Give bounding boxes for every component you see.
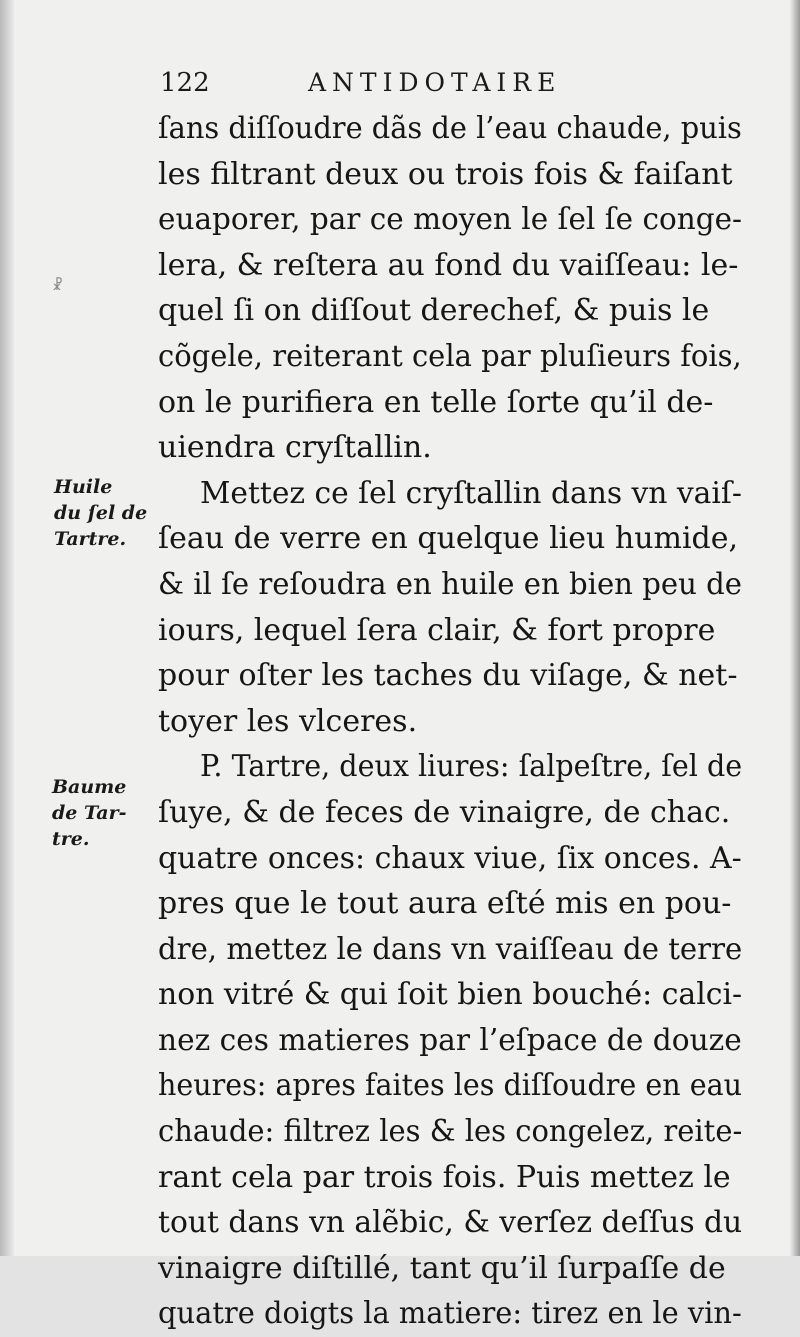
body-text	[158, 106, 743, 1332]
margin-note-line: Baume	[52, 776, 127, 798]
text-line: pres que le tout aura eſté mis en pou-	[158, 886, 732, 922]
page-header	[160, 68, 740, 108]
text-line: P. Tartre, deux liures: ſalpeſtre, ſel de	[200, 749, 743, 785]
margin-note-line: Huile	[54, 476, 113, 498]
running-title: ANTIDOTAIRE	[308, 68, 562, 97]
text-line: quatre doigts la matiere: tirez en le vin-	[158, 1296, 742, 1332]
text-line: Mettez ce ſel cryſtallin dans vn vaiſ-	[200, 475, 742, 511]
text-line: les filtrant deux ou trois fois & faiſant	[158, 156, 733, 192]
text-line: quatre onces: chaux viue, ſix onces. A-	[158, 840, 742, 876]
text-line: heures: apres faites les diſſoudre en eau	[158, 1068, 742, 1104]
text-line: nez ces matieres par l’eſpace de douze	[158, 1022, 742, 1058]
text-line: euaporer, par ce moyen le ſel ſe conge-	[158, 202, 743, 238]
margin-note-line: du ſel de	[54, 502, 148, 524]
text-line: lera, & reſtera au fond du vaiſſeau: le-	[158, 247, 739, 283]
text-line: & il ſe reſoudra en huile en bien peu de	[158, 566, 742, 602]
text-line: cõgele, reiterant cela par pluſieurs fois,	[158, 338, 742, 374]
margin-note-line: Tartre.	[54, 528, 127, 550]
text-line: non vitré & qui ſoit bien bouché: calci-	[158, 977, 743, 1013]
text-line: ſeau de verre en quelque lieu humide,	[158, 521, 739, 557]
text-line: toyer les vlceres.	[158, 703, 418, 739]
text-line: dre, mettez le dans vn vaiſſeau de terre	[158, 931, 743, 967]
page-number: 122	[160, 68, 210, 98]
text-line: quel ſi on diſſout derechef, & puis le	[158, 293, 710, 329]
text-line: uiendra cryſtallin.	[158, 430, 432, 466]
text-line: vinaigre diſtillé, tant qu’il ſurpaſſe de	[158, 1250, 726, 1286]
text-line: tout dans vn alẽbic, & verſez deſſus du	[158, 1205, 743, 1241]
margin-note-baume	[52, 774, 162, 852]
text-line: ſans diſſoudre dãs de l’eau chaude, puis	[158, 111, 742, 146]
text-line: chaude: filtrez les & les congelez, reite-	[158, 1114, 743, 1150]
text-line: ſuye, & de feces de vinaigre, de chac.	[158, 794, 731, 830]
text-line: on le purifiera en telle ſorte qu’il de-	[158, 384, 714, 420]
text-line: iours, lequel ſera clair, & fort propre	[158, 612, 716, 648]
text-line: rant cela par trois fois. Puis mettez le	[158, 1159, 731, 1195]
margin-note-line: de Tar-	[52, 802, 127, 824]
margin-mark: ☧	[52, 278, 63, 294]
text-line: pour oſter les taches du viſage, & net-	[158, 658, 738, 694]
margin-note-huile	[54, 474, 164, 552]
margin-note-line: tre.	[52, 828, 90, 850]
